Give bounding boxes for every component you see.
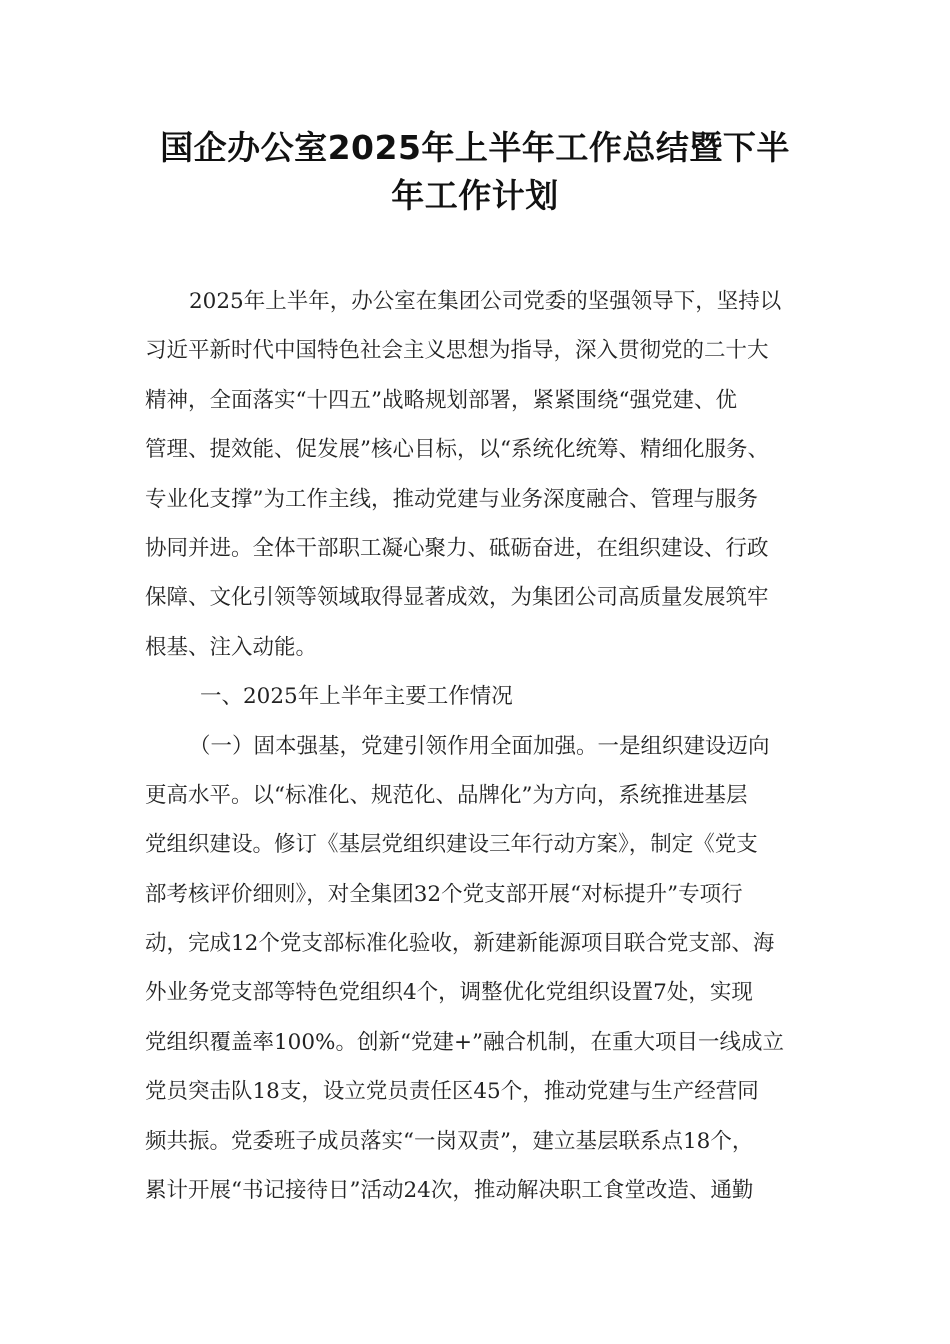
paragraph-line: 专业化支撑”为工作主线，推动党建与业务深度融合、管理与服务	[145, 486, 758, 512]
paragraph-line: 动，完成12个党支部标准化验收，新建新能源项目联合党支部、海	[145, 931, 775, 957]
paragraph-line: 协同并进。全体干部职工凝心聚力、砥砺奋进，在组织建设、行政	[145, 535, 769, 561]
paragraph-line: 2025年上半年，办公室在集团公司党委的坚强领导下，坚持以	[189, 289, 782, 314]
paragraph-line: 党组织覆盖率100%。创新“党建+”融合机制，在重大项目一线成立	[145, 1029, 784, 1055]
paragraph-line: 习近平新时代中国特色社会主义思想为指导，深入贯彻党的二十大	[145, 338, 769, 364]
document-title	[100, 124, 850, 220]
paragraph-line: 党员突击队18支，设立党员责任区45个，推动党建与生产经营同	[145, 1079, 759, 1105]
paragraph-line: （一）固本强基，党建引领作用全面加强。一是组织建设迈向	[189, 733, 770, 759]
paragraph-line: 频共振。党委班子成员落实“一岗双责”，建立基层联系点18个，	[145, 1128, 754, 1154]
paragraph-line: 部考核评价细则》，对全集团32个党支部开展“对标提升”专项行	[145, 881, 743, 907]
paragraph-line: 累计开展“书记接待日”活动24次，推动解决职工食堂改造、通勤	[145, 1178, 754, 1204]
paragraph-line: 精神，全面落实“十四五”战略规划部署，紧紧围绕“强党建、优	[145, 387, 737, 413]
title-line-1: 国企办公室2025年上半年工作总结暨下半	[160, 128, 790, 167]
section-heading: 一、2025年上半年主要工作情况	[200, 684, 513, 710]
paragraph-line: 根基、注入动能。	[145, 634, 318, 660]
title-line-2: 年工作计划	[391, 176, 559, 215]
document-body	[145, 277, 827, 1215]
intro-paragraph	[145, 277, 827, 672]
paragraph-line: 更高水平。以“标准化、规范化、品牌化”为方向，系统推进基层	[145, 782, 748, 808]
paragraph-line: 党组织建设。修订《基层党组织建设三年行动方案》，制定《党支	[145, 832, 758, 858]
paragraph-line: 管理、提效能、促发展”核心目标，以“系统化统筹、精细化服务、	[145, 437, 769, 463]
section-one-paragraph	[145, 722, 827, 1216]
paragraph-line: 保障、文化引领等领域取得显著成效，为集团公司高质量发展筑牢	[145, 585, 769, 611]
paragraph-line: 外业务党支部等特色党组织4个，调整优化党组织设置7处，实现	[145, 980, 753, 1006]
